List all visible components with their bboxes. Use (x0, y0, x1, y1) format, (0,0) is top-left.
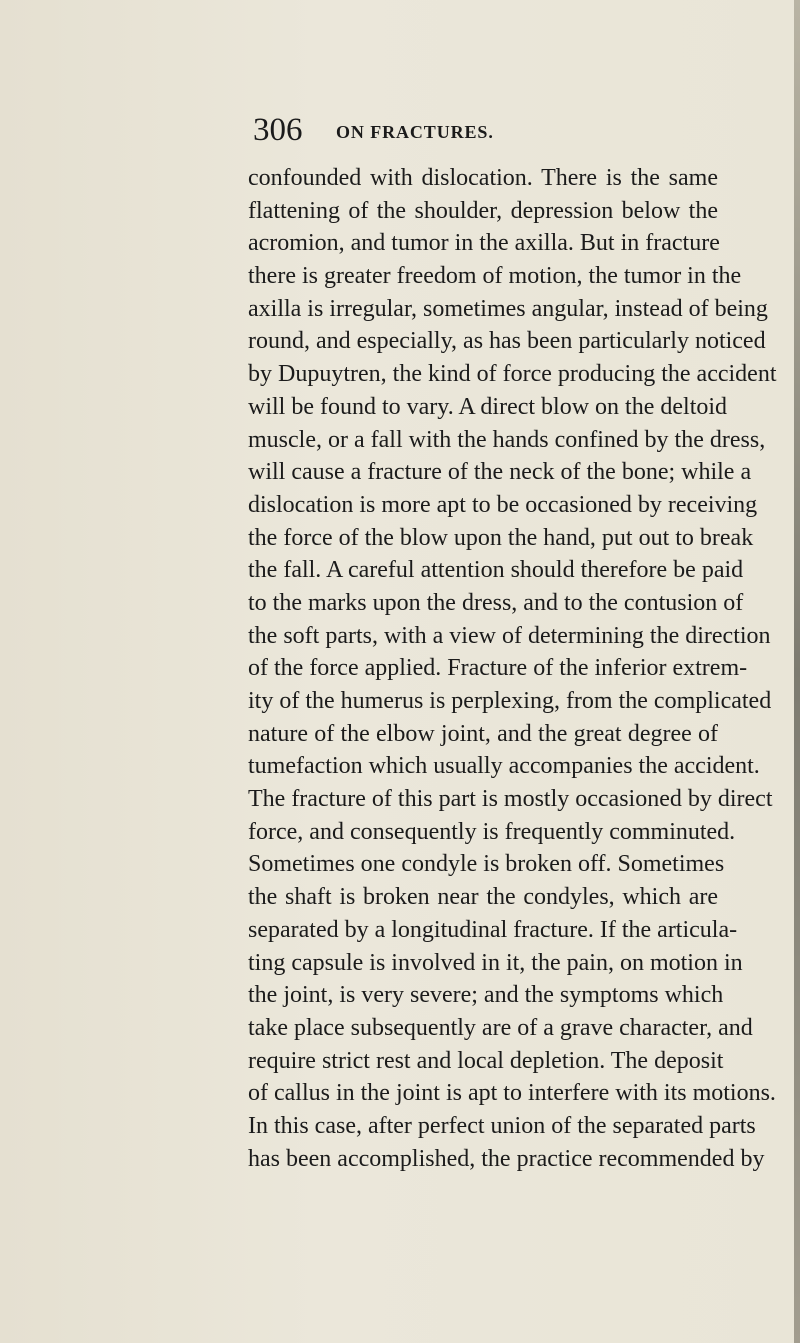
text-line: tumefaction which usually accompanies the accident. (248, 753, 760, 780)
text-line: require strict rest and local depletion. The deposit (248, 1047, 724, 1074)
text-line: dislocation is more apt to be occasioned by receiving (248, 491, 758, 518)
text-line: of the force applied. Fracture of the inferior extrem- (248, 655, 748, 682)
text-line: the fall. A careful attention should therefore be paid (248, 557, 744, 584)
text-line: ity of the humerus is perplexing, from the complicated (248, 688, 772, 714)
text-line: nature of the elbow joint, and the great degree of (248, 720, 718, 747)
text-line: Sometimes one condyle is broken off. Sometimes (248, 851, 725, 878)
text-line: axilla is irregular, sometimes angular, instead of being (248, 295, 768, 322)
text-line: confounded with dislocation. There is the same (248, 165, 718, 191)
text-line: round, and especially, as has been particularly noticed (248, 328, 766, 355)
text-line: there is greater freedom of motion, the tumor in the (248, 263, 742, 290)
text-line: to the marks upon the dress, and to the contusion of (248, 589, 744, 616)
text-line: the force of the blow upon the hand, put out to break (248, 524, 754, 551)
text-line: ting capsule is involved in it, the pain, on motion in (248, 949, 743, 976)
text-line: by Dupuytren, the kind of force producing the accident (248, 361, 777, 388)
text-line: muscle, or a fall with the hands confined by the dress, (248, 426, 766, 453)
text-line: separated by a longitudinal fracture. If the articula- (248, 916, 738, 943)
text-line: The fracture of this part is mostly occasioned by direct (248, 786, 773, 813)
text-line: force, and consequently is frequently comminuted. (248, 818, 736, 845)
text-line: acromion, and tumor in the axilla. But in fracture (248, 230, 720, 257)
text-line: the shaft is broken near the condyles, which are (248, 884, 718, 911)
running-title: ON FRACTURES. (336, 122, 494, 142)
text-line: the joint, is very severe; and the symptoms which (248, 982, 724, 1009)
text-line: take place subsequently are of a grave character, and (248, 1014, 753, 1041)
text-line: will be found to vary. A direct blow on the deltoid (248, 393, 728, 420)
text-line: has been accomplished, the practice recommended by (248, 1145, 765, 1172)
text-line: the soft parts, with a view of determining the direction (248, 622, 771, 649)
page-edge-shadow (794, 0, 800, 1343)
page-header (253, 112, 673, 152)
page-number: 306 (253, 112, 303, 148)
text-line: of callus in the joint is apt to interfere with its motions. (248, 1080, 776, 1107)
body-text (248, 162, 777, 1282)
text-line: flattening of the shoulder, depression below the (248, 197, 718, 224)
text-line: In this case, after perfect union of the separated parts (248, 1112, 756, 1139)
text-line: will cause a fracture of the neck of the bone; while a (248, 459, 752, 486)
